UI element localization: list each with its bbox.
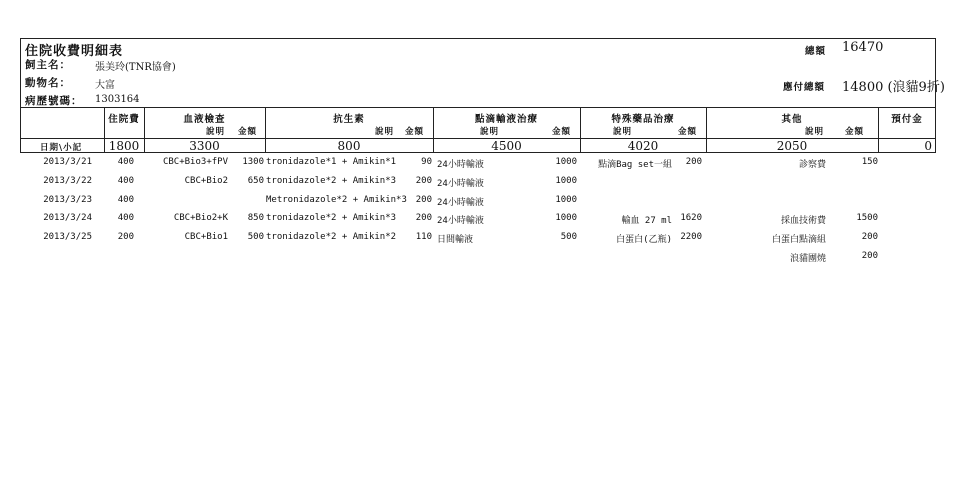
date-subtotal-label: 日期\小記 [40,143,83,153]
row-blood-desc: CBC+Bio1 [184,232,228,243]
total-antibiotic: 800 [337,139,361,153]
row-other-amount: 1500 [856,213,878,224]
row-other-desc: 白蛋白點滴組 [771,235,826,246]
total-hospital: 1800 [108,139,140,153]
row-special-amount: 2200 [680,232,702,243]
col-other: 其他 [781,114,803,125]
row-special-amount: 1620 [680,213,702,224]
row-iv-desc: 24小時輸液 [437,216,484,227]
row-special-desc: 白蛋白(乙瓶) [616,235,672,246]
row-other-desc: 診察費 [798,160,826,170]
col-hospital: 住院費 [108,114,140,125]
row-iv-desc: 日間輸液 [437,235,474,246]
other-amount-header: 金額 [845,127,865,137]
row-antibiotic-amount: 90 [421,157,432,167]
row-special-amount: 200 [685,157,702,167]
row-other-desc: 浪貓團燒 [789,254,826,264]
row-blood-amount: 500 [247,232,264,243]
row-other-desc: 採血技術費 [780,216,826,227]
row-antibiotic-desc: Metronidazole*2 + Amikin*3 [266,194,407,205]
invoice-frame [20,38,936,153]
anti-desc-header: 說明 [375,127,395,137]
total-label: 總額 [805,46,827,57]
col-special: 特殊藥品治療 [611,114,675,125]
col-iv: 點滴輸液治療 [474,114,538,125]
total-prepaid: 0 [924,139,932,153]
row-antibiotic-desc: tronidazole*2 + Amikin*2 [266,232,397,243]
row-iv-amount: 1000 [555,213,577,224]
total-iv: 4500 [491,139,522,153]
col-blood: 血液檢查 [183,114,226,125]
row-date: 2013/3/22 [43,175,92,186]
row-blood-desc: CBC+Bio3+fPV [162,157,228,167]
row-antibiotic-desc: tronidazole*2 + Amikin*3 [266,213,397,224]
row-blood-amount: 1300 [242,157,264,167]
row-iv-desc: 24小時輸液 [437,160,484,170]
row-date: 2013/3/24 [43,213,92,224]
row-hospital-fee: 400 [117,175,134,186]
row-hospital-fee: 200 [117,232,134,243]
row-other-amount: 200 [861,232,878,243]
row-hospital-fee: 400 [117,194,134,205]
row-blood-amount: 650 [247,175,264,186]
row-hospital-fee: 400 [117,157,134,167]
other-desc-header: 說明 [805,127,825,137]
row-blood-desc: CBC+Bio2 [184,175,228,186]
special-amount-header: 金額 [678,127,698,137]
row-date: 2013/3/25 [43,232,92,243]
record-number: 1303164 [95,94,140,105]
row-antibiotic-amount: 200 [415,175,432,186]
col-prepaid: 預付金 [891,114,923,125]
payable-label: 應付總額 [783,82,826,93]
animal-name: 大富 [95,80,115,91]
total-other: 2050 [776,139,808,153]
iv-amount-header: 金額 [552,127,572,137]
row-other-amount: 200 [861,251,878,261]
row-antibiotic-amount: 110 [415,232,432,243]
row-iv-desc: 24小時輸液 [437,178,484,189]
blood-desc-header: 說明 [206,127,226,137]
row-iv-desc: 24小時輸液 [437,197,484,208]
row-antibiotic-desc: tronidazole*2 + Amikin*3 [266,175,397,186]
row-iv-amount: 1000 [555,175,577,186]
record-label: 病歷號碼： [25,95,83,107]
row-other-amount: 150 [861,157,878,167]
total-value: 16470 [842,40,884,55]
row-blood-desc: CBC+Bio2+K [173,213,228,224]
iv-desc-header: 說明 [480,127,500,137]
blood-amount-header: 金額 [238,127,258,137]
row-blood-amount: 850 [247,213,264,224]
row-iv-amount: 1000 [555,157,577,167]
row-iv-amount: 1000 [555,194,577,205]
owner-label: 飼主名： [25,59,71,71]
row-iv-amount: 500 [560,232,577,243]
row-special-desc: 點滴Bag set一組 [598,160,672,170]
row-hospital-fee: 400 [117,213,134,224]
col-antibiotic: 抗生素 [333,114,365,125]
row-antibiotic-amount: 200 [415,194,432,205]
total-special: 4020 [627,139,659,153]
row-date: 2013/3/21 [43,157,92,167]
special-desc-header: 說明 [613,127,633,137]
animal-label: 動物名： [25,77,71,89]
payable-value: 14800 (浪貓9折) [842,80,945,95]
anti-amount-header: 金額 [405,127,425,137]
total-blood: 3300 [189,139,220,153]
row-antibiotic-amount: 200 [415,213,432,224]
row-antibiotic-desc: tronidazole*1 + Amikin*1 [266,157,397,167]
row-special-desc: 輸血 27 ml [621,216,672,227]
owner-name: 張美玲(TNR協會) [95,62,176,73]
row-date: 2013/3/23 [43,194,92,205]
page-title: 住院收費明細表 [25,44,124,59]
